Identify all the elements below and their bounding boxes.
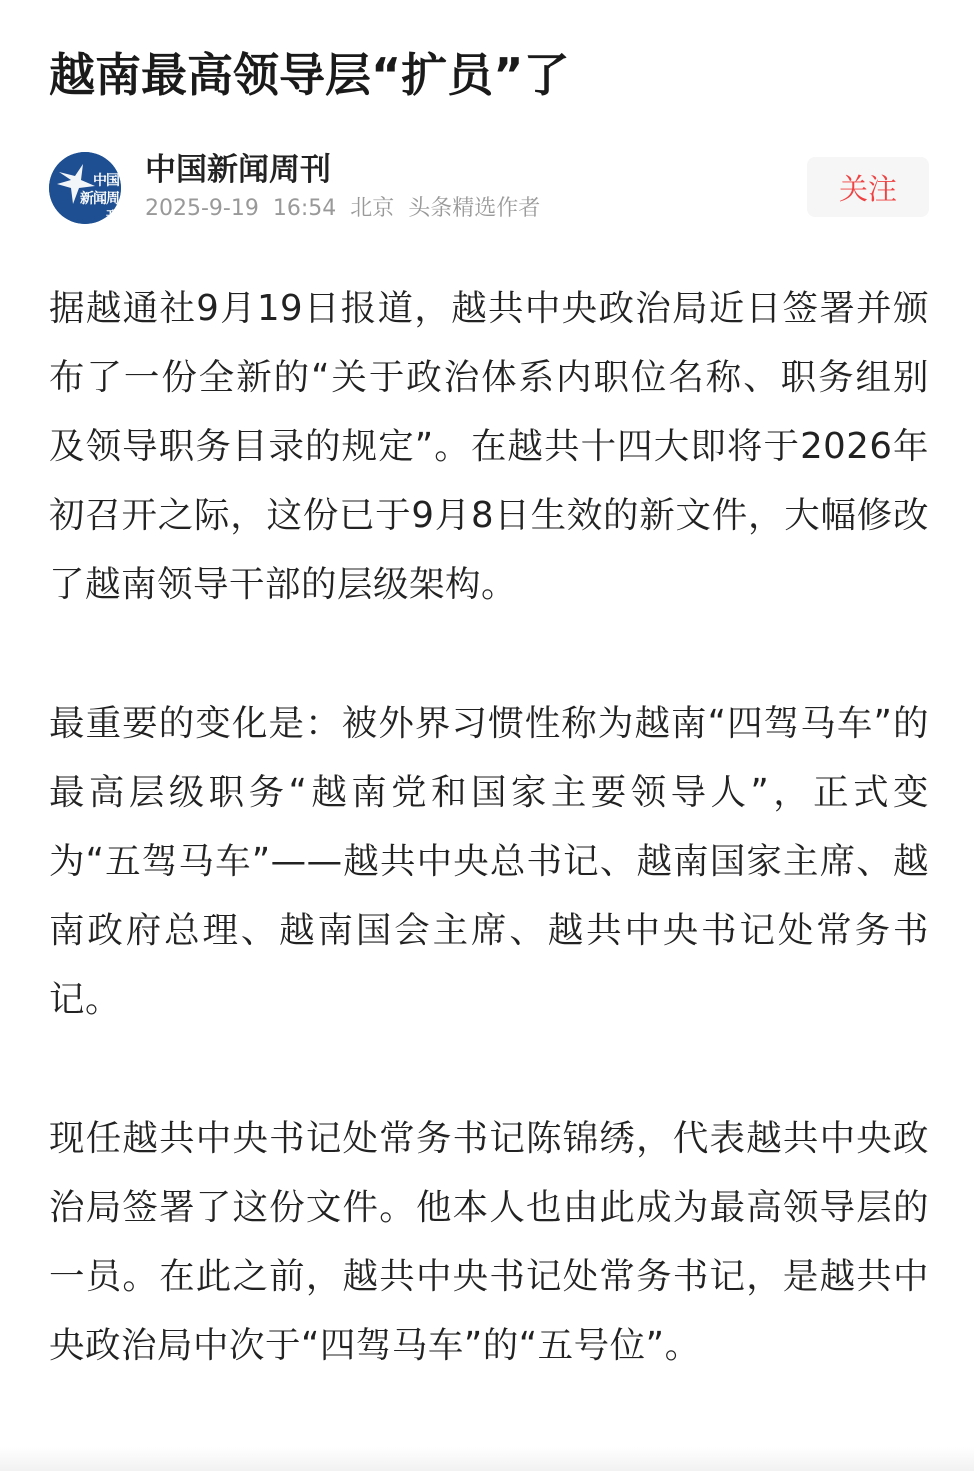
article-meta (145, 194, 554, 224)
author-name[interactable]: 中国新闻周刊 (145, 152, 331, 188)
article-paragraph-2: 最重要的变化是：被外界习惯性称为越南“四驾马车”的最高层级职务“越南党和国家主要领导人”，正式变为“五驾马车”——越共中央总书记、越南国家主席、越南政府总理、越南国会主席、越共中央书记处常务书记。 (49, 703, 929, 1020)
follow-button[interactable]: 关注 (807, 157, 929, 217)
author-row (49, 150, 929, 226)
article-paragraph-3: 现任越共中央书记处常务书记陈锦绣，代表越共中央政治局签署了这份文件。他本人也由此成为最高领导层的一员。在此之前，越共中央书记处常务书记，是越共中央政治局中次于“四驾马车”的“五号位”。 (49, 1118, 929, 1366)
publish-location: 北京 (350, 196, 395, 221)
publish-date: 2025-9-19 (145, 196, 259, 221)
avatar-logo-text: 中国 新闻周刊 (80, 173, 119, 224)
publish-time: 16:54 (272, 196, 337, 221)
scroll-fade (0, 1447, 974, 1471)
author-avatar[interactable] (49, 152, 121, 224)
article-title: 越南最高领导层“扩员”了 (49, 48, 570, 102)
author-tag: 头条精选作者 (408, 196, 541, 221)
article-paragraph-1: 据越通社9月19日报道，越共中央政治局近日签署并颁布了一份全新的“关于政治体系内职位名称、职务组别及领导职务目录的规定”。在越共十四大即将于2026年初召开之际，这份已于9月8日生效的新文件，大幅修改了越南领导干部的层级架构。 (49, 288, 929, 605)
article-body (49, 274, 929, 1450)
